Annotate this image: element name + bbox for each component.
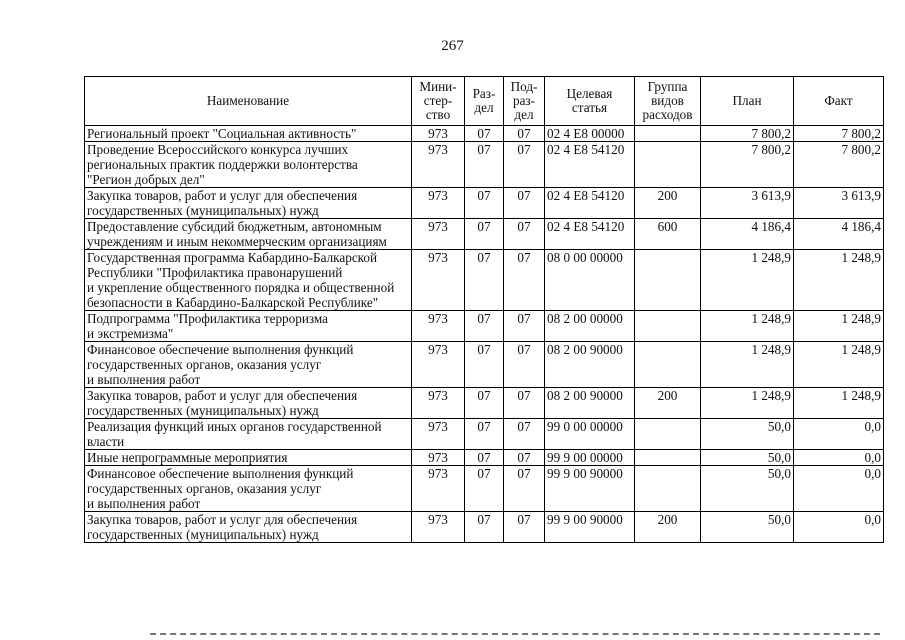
cell-subsection: 07 <box>504 466 545 512</box>
cell-ministry: 973 <box>412 342 465 388</box>
table-row <box>85 342 884 388</box>
cell-name-line: Государственная программа Кабардино-Балкарской <box>87 250 378 265</box>
cell-expense-group: 200 <box>635 388 701 419</box>
cell-target: 99 9 00 90000 <box>545 512 635 543</box>
cell-subsection: 07 <box>504 450 545 466</box>
cell-name-line: Предоставление субсидий бюджетным, автономным <box>87 219 382 234</box>
cell-name-line: Проведение Всероссийского конкурса лучших <box>87 142 349 157</box>
table-row <box>85 142 884 188</box>
cell-name-line: и выполнения работ <box>87 496 201 511</box>
table-row <box>85 419 884 450</box>
cell-section: 07 <box>465 219 504 250</box>
cell-expense-group: 200 <box>635 188 701 219</box>
cell-name <box>85 450 412 466</box>
cell-section: 07 <box>465 188 504 219</box>
cell-name <box>85 188 412 219</box>
cell-ministry: 973 <box>412 142 465 188</box>
cell-expense-group <box>635 142 701 188</box>
header-name: Наименование <box>85 77 412 126</box>
header-section: Раз- дел <box>465 77 504 126</box>
header-expense-group: Группа видов расходов <box>635 77 701 126</box>
cell-target: 02 4 E8 00000 <box>545 126 635 142</box>
cell-subsection: 07 <box>504 219 545 250</box>
table-row <box>85 450 884 466</box>
cell-section: 07 <box>465 388 504 419</box>
cell-ministry: 973 <box>412 450 465 466</box>
cell-expense-group <box>635 466 701 512</box>
cell-target: 08 2 00 90000 <box>545 388 635 419</box>
cell-target: 08 0 00 00000 <box>545 250 635 311</box>
cell-plan: 1 248,9 <box>701 311 794 342</box>
cell-name <box>85 466 412 512</box>
cell-fact: 1 248,9 <box>794 388 884 419</box>
cell-target: 02 4 E8 54120 <box>545 219 635 250</box>
table-row <box>85 512 884 543</box>
cell-expense-group <box>635 250 701 311</box>
cell-plan: 1 248,9 <box>701 388 794 419</box>
cell-name-line: Закупка товаров, работ и услуг для обеспечения <box>87 512 358 527</box>
table-row <box>85 126 884 142</box>
cell-target: 99 0 00 00000 <box>545 419 635 450</box>
cell-name <box>85 126 412 142</box>
table-row <box>85 388 884 419</box>
cell-plan: 50,0 <box>701 512 794 543</box>
cell-name-line: государственных органов, оказания услуг <box>87 357 322 372</box>
cell-section: 07 <box>465 450 504 466</box>
cell-subsection: 07 <box>504 126 545 142</box>
cell-plan: 50,0 <box>701 419 794 450</box>
table-row <box>85 188 884 219</box>
bottom-rule <box>150 633 880 635</box>
cell-name-line: Подпрограмма "Профилактика терроризма <box>87 311 329 326</box>
budget-table <box>84 76 884 543</box>
cell-name-line: безопасности в Кабардино-Балкарской Республике" <box>87 295 379 310</box>
cell-name-line: региональных практик поддержки волонтерства <box>87 157 358 172</box>
cell-fact: 3 613,9 <box>794 188 884 219</box>
cell-section: 07 <box>465 466 504 512</box>
cell-name <box>85 250 412 311</box>
cell-name <box>85 388 412 419</box>
table-body <box>85 126 884 543</box>
cell-section: 07 <box>465 419 504 450</box>
cell-plan: 1 248,9 <box>701 250 794 311</box>
cell-target: 99 9 00 00000 <box>545 450 635 466</box>
cell-fact: 0,0 <box>794 450 884 466</box>
cell-name <box>85 219 412 250</box>
cell-ministry: 973 <box>412 512 465 543</box>
cell-name-line: государственных (муниципальных) нужд <box>87 403 319 418</box>
cell-subsection: 07 <box>504 419 545 450</box>
cell-ministry: 973 <box>412 466 465 512</box>
cell-section: 07 <box>465 311 504 342</box>
header-ministry: Мини- стер- ство <box>412 77 465 126</box>
cell-name-line: Закупка товаров, работ и услуг для обеспечения <box>87 388 358 403</box>
header-subsection: Под- раз- дел <box>504 77 545 126</box>
cell-ministry: 973 <box>412 388 465 419</box>
cell-expense-group <box>635 419 701 450</box>
cell-fact: 7 800,2 <box>794 126 884 142</box>
cell-fact: 1 248,9 <box>794 311 884 342</box>
table-row <box>85 250 884 311</box>
cell-subsection: 07 <box>504 250 545 311</box>
cell-fact: 0,0 <box>794 419 884 450</box>
cell-fact: 1 248,9 <box>794 250 884 311</box>
cell-name-line: Финансовое обеспечение выполнения функций <box>87 342 354 357</box>
cell-target: 02 4 E8 54120 <box>545 188 635 219</box>
cell-plan: 7 800,2 <box>701 142 794 188</box>
cell-fact: 7 800,2 <box>794 142 884 188</box>
cell-ministry: 973 <box>412 250 465 311</box>
cell-section: 07 <box>465 142 504 188</box>
header-row <box>85 77 884 126</box>
header-plan: План <box>701 77 794 126</box>
cell-name-line: и выполнения работ <box>87 372 201 387</box>
cell-name-line: и укрепление общественного порядка и общественной <box>87 280 395 295</box>
cell-plan: 1 248,9 <box>701 342 794 388</box>
cell-section: 07 <box>465 250 504 311</box>
cell-ministry: 973 <box>412 219 465 250</box>
cell-fact: 0,0 <box>794 512 884 543</box>
cell-expense-group <box>635 126 701 142</box>
cell-target: 08 2 00 90000 <box>545 342 635 388</box>
cell-expense-group <box>635 311 701 342</box>
cell-target: 02 4 E8 54120 <box>545 142 635 188</box>
cell-section: 07 <box>465 342 504 388</box>
cell-name-line: и экстремизма" <box>87 326 174 341</box>
cell-fact: 1 248,9 <box>794 342 884 388</box>
cell-name-line: "Регион добрых дел" <box>87 172 205 187</box>
page-number: 267 <box>441 38 464 54</box>
cell-subsection: 07 <box>504 342 545 388</box>
cell-subsection: 07 <box>504 512 545 543</box>
cell-name-line: Реализация функций иных органов государственной <box>87 419 382 434</box>
cell-expense-group: 600 <box>635 219 701 250</box>
cell-name-line: Региональный проект "Социальная активность" <box>87 126 357 141</box>
cell-name-line: государственных (муниципальных) нужд <box>87 203 319 218</box>
header-target: Целевая статья <box>545 77 635 126</box>
cell-name-line: Республики "Профилактика правонарушений <box>87 265 343 280</box>
cell-name-line: учреждениям и иным некоммерческим организациям <box>87 234 387 249</box>
cell-fact: 4 186,4 <box>794 219 884 250</box>
cell-subsection: 07 <box>504 188 545 219</box>
table-row <box>85 311 884 342</box>
cell-expense-group: 200 <box>635 512 701 543</box>
cell-target: 08 2 00 00000 <box>545 311 635 342</box>
cell-ministry: 973 <box>412 311 465 342</box>
cell-plan: 7 800,2 <box>701 126 794 142</box>
cell-plan: 50,0 <box>701 466 794 512</box>
header-fact: Факт <box>794 77 884 126</box>
cell-ministry: 973 <box>412 419 465 450</box>
cell-expense-group <box>635 450 701 466</box>
cell-target: 99 9 00 90000 <box>545 466 635 512</box>
cell-name <box>85 512 412 543</box>
cell-name-line: государственных органов, оказания услуг <box>87 481 322 496</box>
cell-subsection: 07 <box>504 388 545 419</box>
cell-name-line: государственных (муниципальных) нужд <box>87 527 319 542</box>
cell-plan: 3 613,9 <box>701 188 794 219</box>
cell-ministry: 973 <box>412 188 465 219</box>
cell-name <box>85 311 412 342</box>
cell-plan: 4 186,4 <box>701 219 794 250</box>
cell-section: 07 <box>465 126 504 142</box>
cell-name-line: Закупка товаров, работ и услуг для обеспечения <box>87 188 358 203</box>
cell-section: 07 <box>465 512 504 543</box>
cell-name-line: Иные непрограммные мероприятия <box>87 450 288 465</box>
table-row <box>85 466 884 512</box>
cell-ministry: 973 <box>412 126 465 142</box>
cell-expense-group <box>635 342 701 388</box>
cell-fact: 0,0 <box>794 466 884 512</box>
cell-name <box>85 142 412 188</box>
table-row <box>85 219 884 250</box>
cell-subsection: 07 <box>504 311 545 342</box>
cell-plan: 50,0 <box>701 450 794 466</box>
cell-name <box>85 419 412 450</box>
cell-name-line: власти <box>87 434 125 449</box>
cell-name-line: Финансовое обеспечение выполнения функций <box>87 466 354 481</box>
cell-name <box>85 342 412 388</box>
cell-subsection: 07 <box>504 142 545 188</box>
